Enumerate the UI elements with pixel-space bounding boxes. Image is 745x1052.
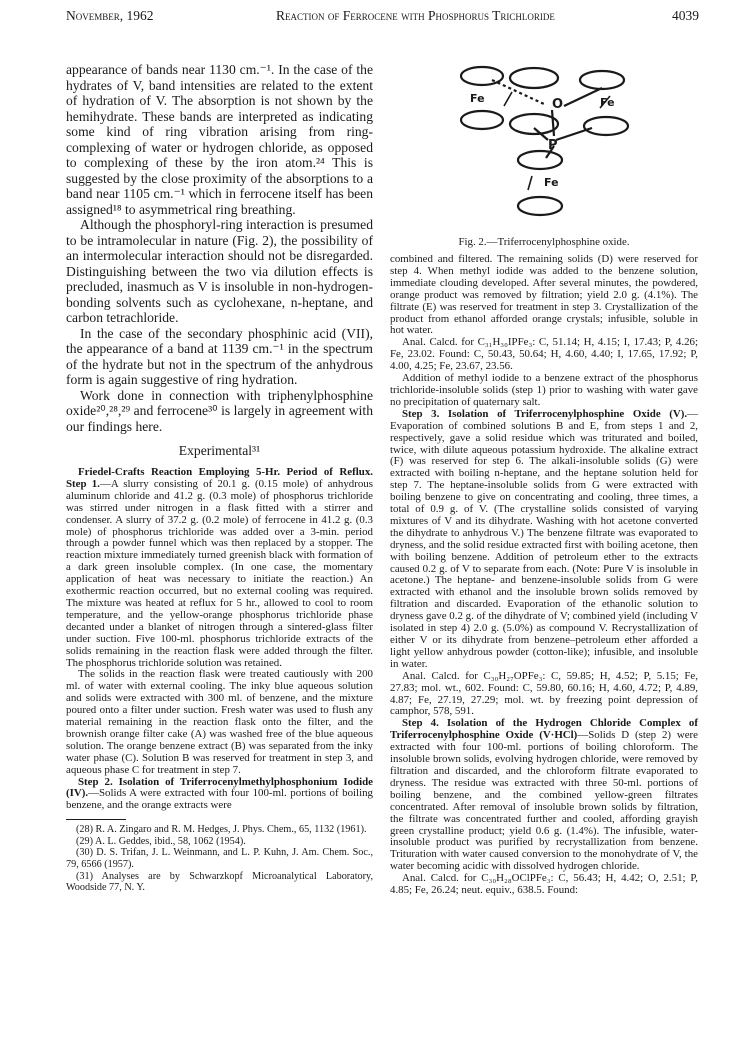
oxygen-bond — [564, 88, 602, 106]
footnote-29: (29) A. L. Geddes, ibid., 58, 1062 (1954). — [76, 835, 246, 847]
paragraph-methyl-iodide: Addition of methyl iodide to a benzene extract of the phosphorus trichloride-insoluble solids (step 1) prior to washing with water gave no precipitation of quaternary salt. — [390, 372, 698, 408]
step2-heading: Step 2. Isolation of Triferrocenylmethylphosphonium Iodide (IV). — [66, 775, 373, 800]
p-ring-bond-right — [556, 128, 592, 140]
paragraph-related-work: Work done in connection with triphenylphosphine oxide²⁰,²⁸,²⁹ and ferrocene³⁰ is largely in agreement with our findings here. — [66, 387, 373, 434]
left-column — [66, 62, 373, 894]
cp-ring-4a — [518, 151, 562, 169]
step3-heading: Step 3. Isolation of Triferrocenylphosphine Oxide (V). — [402, 407, 688, 420]
structure-figure — [390, 58, 698, 230]
cp-ring-2b — [510, 114, 558, 134]
analysis-iv: Anal. Calcd. for C₃₁H₃₀IPFe₃: C, 51.14; H, 4.15; I, 17.43; P, 4.26; Fe, 23.02. Found: C, 50.43, 50.64; H, 4.60, 4.40; I, 17.65, 17.92; P, 4.00, 4.25; Fe, 23.67, 23.56. — [390, 336, 698, 373]
fe-label-3: Fe — [544, 176, 559, 189]
footnote-31: (31) Analyses are by Schwarzkopf Microanalytical Laboratory, Woodside 77, N. Y. — [66, 870, 373, 894]
footnote-30: (30) D. S. Trifan, J. L. Weinmann, and L. P. Kuhn, J. Am. Chem. Soc., 79, 6566 (1957). — [66, 847, 373, 871]
paragraph-phosphinic-acid: In the case of the secondary phosphinic acid (VII), the appearance of a band at 1139 cm.⁻¹ in the spectrum of the hydrate but not in the spectrum of the anhydrous form is again suggestive of ring hydration. — [66, 325, 373, 387]
paragraph-step4 — [390, 718, 698, 873]
cp-ring-4b — [518, 197, 562, 215]
running-head — [66, 8, 699, 28]
cp-ring-1a — [461, 67, 503, 85]
paragraph-step1 — [66, 467, 373, 669]
footnote-28: (28) R. A. Zingaro and R. M. Hedges, J. Phys. Chem., 65, 1132 (1961). — [76, 824, 367, 836]
phosphorus-label: P — [548, 138, 558, 153]
paragraph-ir-bands: appearance of bands near 1130 cm.⁻¹. In the case of the hydrates of V, band intensities are related to the extent of hydration of V. The absorption is not shown by the hemihydrate. These bands are interpreted as indicating some kind of ring vibration arising from ring-complexing of water or hydrogen chloride, as opposed to complexing of these by the iron atom.²⁴ This is suggested by the close proximity of the absorptions to a band near 1105 cm.⁻¹ which in ferrocene itself has been assigned¹⁸ to asymmetrical ring breathing. — [66, 62, 373, 217]
header-date: November, 1962 — [66, 8, 154, 23]
step2-text: —Solids A were extracted with four 100-ml. portions of boiling benzene, and the orange extracts were — [66, 787, 373, 812]
analysis-v-hcl: Anal. Calcd. for C₃₀H₂₈OClPFe₃: C, 56.43; H, 4.42; O, 2.51; P, 4.85; Fe, 26.24; neut. equiv., 638.5. Found: — [390, 872, 698, 897]
right-column — [390, 58, 698, 897]
figure-caption: Fig. 2.—Triferrocenylphosphine oxide. — [458, 236, 630, 248]
oxygen-ring-interaction — [492, 80, 544, 104]
header-title: Reaction of Ferrocene with Phosphorus Trichloride — [276, 8, 555, 23]
paragraph-phosphoryl-interaction: Although the phosphoryl-ring interaction is presumed to be intramolecular in nature (Fig. 2), the possibility of an intermolecular interaction should not be disregarded. Distinguishing between the two via dilution effects is precluded, inasmuch as V is insoluble in non-hydrogen-bonding solvents such as cyclohexane, n-heptane, and carbon tetrachloride. — [66, 217, 373, 325]
paragraph-step1-workup: The solids in the reaction flask were treated cautiously with 200 ml. of water with external cooling. The inky blue aqueous solution and solids were extracted with 300 ml. of benzene, and the mixture poured onto a filter under suction. Fresh water was used to flush any material remaining in the reaction flask onto the filter, and the brownish orange filter cake (A) was washed free of the blue aqueous solution. The orange benzene extract (B) was separated from the inky water phase (C). Solution B was reserved for treatment in step 3, and aqueous phase C for treatment in step 7. — [66, 668, 373, 776]
step4-heading: Step 4. Isolation of the Hydrogen Chloride Complex of Triferrocenylphosphine Oxide (V·HCl) — [390, 717, 698, 742]
fe-label-2: Fe — [600, 96, 615, 109]
section-title-experimental: Experimental³¹ — [178, 443, 261, 458]
p-o-bond — [552, 110, 554, 136]
cp-ring-3b — [584, 117, 628, 135]
step1-text: —A slurry consisting of 20.1 g. (0.15 mole) of anhydrous aluminum chloride and 41.2 g. (0.3 mole) of phosphorus trichloride was stirred under nitrogen in a flask fitted with a stirrer and condenser. A slurry of 37.2 g. (0.2 mole) of ferrocene in 41.2 g. (0.3 mole) of phosphorus trichloride was added over a 3-min. period through a powder funnel which was then replaced by a stopper. The reaction mixture immediately turned greenish black with formation of a dark green insoluble complex. (In one case, the momentary application of heat was necessary to initiate the reaction.) An exothermic reaction occurred, but no external cooling was required. The mixture was heated at reflux for 5 hr., allowed to cool to room temperature, and the yellow-orange phosphorus trichloride phase decanted under a blanket of nitrogen through a sintered-glass filter under suction. Five 100-ml. phosphorus trichloride extracts of the solids remaining in the reaction flask were added through the filter. The phosphorus trichloride solution was retained. — [66, 477, 373, 669]
cp-ring-1b — [461, 111, 503, 129]
fe-label-1: Fe — [470, 92, 485, 105]
paragraph-step2-continued: combined and filtered. The remaining solids (D) were reserved for step 4. When methyl iodide was added to the benzene solution, immediate clouding developed. After several minutes, the powdered, orange product was removed by filtration; yield 2.0 g. (4.1%). The filtrate (E) was reserved for treatment in step 3. Crystallization of the product from ethanol afforded orange crystals; infusible, soluble in hot water. — [390, 253, 698, 337]
paragraph-step2 — [66, 777, 373, 813]
footnote-rule — [66, 819, 126, 820]
step4-text: —Solids D (step 2) were extracted with four 100-ml. portions of boiling chloroform. The insoluble brown solids, evolving hydrogen chloride, were removed by filtration and discarded, and the chloroform filtrate evaporated to dryness. The residue was extracted with three 50-ml. portions of boiling benzene, and the combined yellow-green filtrates concentrated. After removal of insoluble brown solids by filtration, the filtrate was concentrated further and cooled, affording grayish green crystalline product; yield 0.6 g. (1.4%). The infusible, water-insoluble product was purified by recrystallization from benzene. Trituration with water caused conversion to the monohydrate of V, the water becoming acidic with dissolved hydrogen chloride. — [390, 729, 698, 873]
cp-ring-2a — [510, 68, 558, 88]
paragraph-step3 — [390, 409, 698, 671]
page-number: 4039 — [672, 8, 699, 23]
cp-ring-3a — [580, 71, 624, 89]
analysis-v: Anal. Calcd. for C₃₀H₂₇OPFe₃: C, 59.85; H, 4.52; P, 5.15; Fe, 27.83; mol. wt., 602. Found: C, 59.80, 60.16; H, 4.60, 4.72; P, 4.89, 4.87; Fe, 27.19, 27.29; mol. wt. by freezing point depression of camphor, 578, 591. — [390, 669, 698, 718]
oxygen-label: O — [552, 97, 564, 112]
step1-heading: Friedel-Crafts Reaction Employing 5-Hr. Period of Reflux. Step 1. — [66, 466, 373, 490]
step3-text: —Evaporation of combined solutions B and E, from steps 1 and 2, respectively, gave a solid residue which was triturated and boiled, twice, with dilute aqueous potassium hydroxide. The alkaline extract (F) was reserved for step 6. The alkali-insoluble solids (G) were extracted with boiling n-heptane, and the heptane solution held for step 7. The heptane-insoluble solids from G were extracted with boiling benzene to give on concentrating and cooling, three times, a total of 0.9 g. of V. (The crystalline solids consisted of varying mixtures of V and its dihydrate. Washing with hot acetone converted the dihydrate to anhydrous V.) The benzene filtrate was evaporated to dryness, and the solid residue extracted first with boiling acetone, then with boiling benzene. Addition of petroleum ether to the extracts caused 0.2 g. of V to separate from each. (Note: Pure V is insoluble in acetone.) The heptane- and benzene-insoluble solids from G were extracted with ethanol and the insoluble brown solids removed by filtration and discarded. Evaporation of the ethanolic solution to dryness gave 0.2 g. of the dihydrate of V; combined yield (including V isolated in step 4) 2.0 g. (5.0%) as compound V. Recrystallization of either V or its dihydrate from benzene–petroleum ether afforded a light yellow anhydrous powder (cotton-like); infusible, and insoluble in water. — [390, 407, 698, 670]
footnotes — [66, 819, 373, 894]
triferrocenylphosphine-oxide-structure — [452, 58, 642, 228]
